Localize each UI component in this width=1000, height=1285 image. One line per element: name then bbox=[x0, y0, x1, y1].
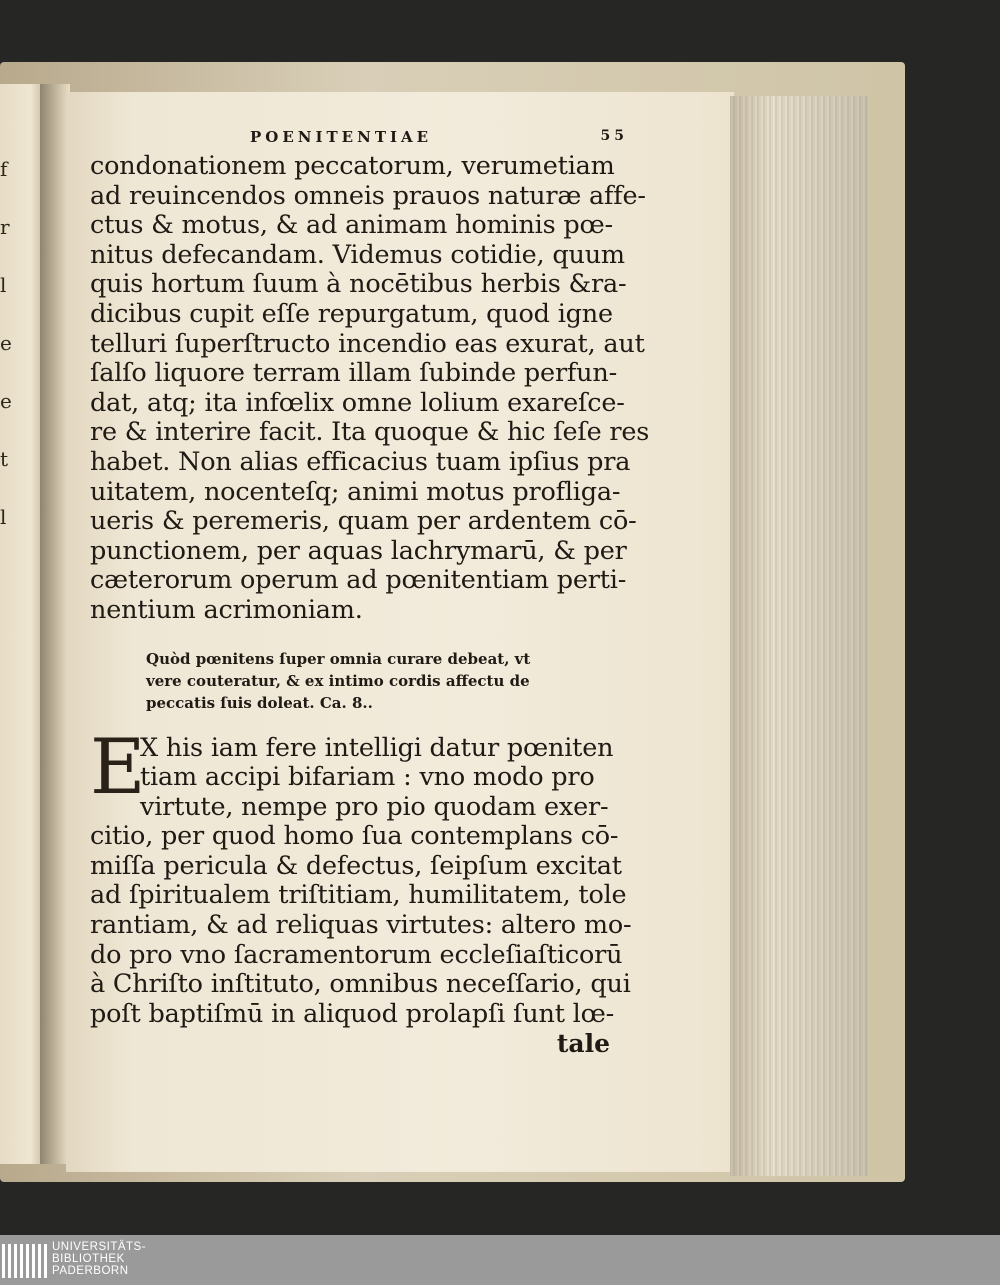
left-fragment: e bbox=[0, 331, 12, 355]
rubric-line: peccatis ſuis doleat. Ca. 8.. bbox=[146, 693, 373, 712]
left-page-fragments bbox=[0, 140, 14, 546]
running-head-text: POENITENTIAE bbox=[250, 128, 433, 146]
left-fragment: l bbox=[0, 505, 7, 529]
text-line: à Chriſto inſtituto, omnibus neceſſario, qui bbox=[90, 969, 631, 1000]
text-line: cæterorum operum ad pœnitentiam perti- bbox=[90, 565, 627, 596]
text-line: nentium acrimoniam. bbox=[90, 594, 363, 625]
text-line: dat, atq; ita infœlix omne lolium exareſce- bbox=[90, 387, 625, 418]
paragraph-2 bbox=[90, 721, 632, 1059]
paragraph-1 bbox=[90, 151, 650, 626]
text-line: tiam accipi bifariam : vno modo pro bbox=[140, 762, 595, 793]
text-line: habet. Non alias efficacius tuam ipſius pra bbox=[90, 446, 631, 477]
left-fragment: e bbox=[0, 389, 12, 413]
text-line: ad reuincendos omneis prauos naturæ affe- bbox=[90, 180, 646, 211]
rubric-line: Quòd pœnitens ſuper omnia curare debeat, vt bbox=[146, 649, 531, 668]
text-line: do pro vno ſacramentorum eccleſiaſticorū bbox=[90, 939, 623, 970]
text-line: virtute, nempe pro pio quodam exer- bbox=[140, 791, 609, 822]
library-name bbox=[52, 1241, 146, 1277]
text-line: ctus & motus, & ad animam hominis pœ- bbox=[90, 210, 613, 241]
text-line: punctionem, per aquas lachrymarū, & per bbox=[90, 535, 627, 566]
catchword: tale bbox=[556, 1029, 610, 1059]
text-line: nitus defecandam. Videmus cotidie, quum bbox=[90, 239, 625, 270]
text-line: X his iam fere intelligi datur pœniten bbox=[140, 732, 614, 763]
text-line: condonationem peccatorum, verumetiam bbox=[90, 151, 615, 181]
rubric-line: vere couteratur, & ex intimo cordis affectu de bbox=[146, 671, 530, 690]
library-footer bbox=[0, 1235, 1000, 1285]
text-line: rantiam, & ad reliquas virtutes: altero mo- bbox=[90, 910, 632, 941]
text-line: re & interire facit. Ita quoque & hic ſeſe res bbox=[90, 417, 650, 448]
text-line: uitatem, nocenteſq; animi motus profliga- bbox=[90, 476, 621, 507]
text-line: poſt baptiſmū in aliquod prolapſi ſunt lœ- bbox=[90, 998, 615, 1029]
text-line: telluri ſuperſtructo incendio eas exurat, aut bbox=[90, 328, 645, 359]
text-line: ueris & peremeris, quam per ardentem cō- bbox=[90, 506, 637, 537]
text-line: ſalſo liquore terram illam ſubinde perfun- bbox=[90, 358, 618, 389]
page-edges-shade bbox=[730, 96, 868, 1176]
library-logo-icon bbox=[2, 1238, 48, 1282]
text-line: miſſa pericula & defectus, ſeipſum excitat bbox=[90, 850, 622, 881]
left-fragment: t bbox=[0, 447, 9, 471]
page-text bbox=[90, 128, 650, 1059]
library-name-line: PADERBORN bbox=[52, 1265, 129, 1277]
left-fragment: f bbox=[0, 157, 8, 181]
text-line: quis hortum ſuum à nocētibus herbis &ra- bbox=[90, 269, 627, 300]
running-head bbox=[250, 128, 628, 152]
drop-cap: E bbox=[90, 721, 146, 811]
folio-number: 55 bbox=[600, 128, 628, 144]
text-line: citio, per quod homo ſua contemplans cō- bbox=[90, 821, 619, 852]
left-fragment: l bbox=[0, 273, 7, 297]
library-name-line: BIBLIOTHEK bbox=[52, 1253, 125, 1265]
text-line: ad ſpiritualem triſtitiam, humilitatem, tole bbox=[90, 880, 627, 911]
text-line: dicibus cupit eſſe repurgatum, quod igne bbox=[90, 298, 613, 329]
library-name-line: UNIVERSITÄTS- bbox=[52, 1241, 147, 1253]
chapter-rubric bbox=[146, 648, 610, 714]
left-fragment: r bbox=[0, 215, 10, 239]
